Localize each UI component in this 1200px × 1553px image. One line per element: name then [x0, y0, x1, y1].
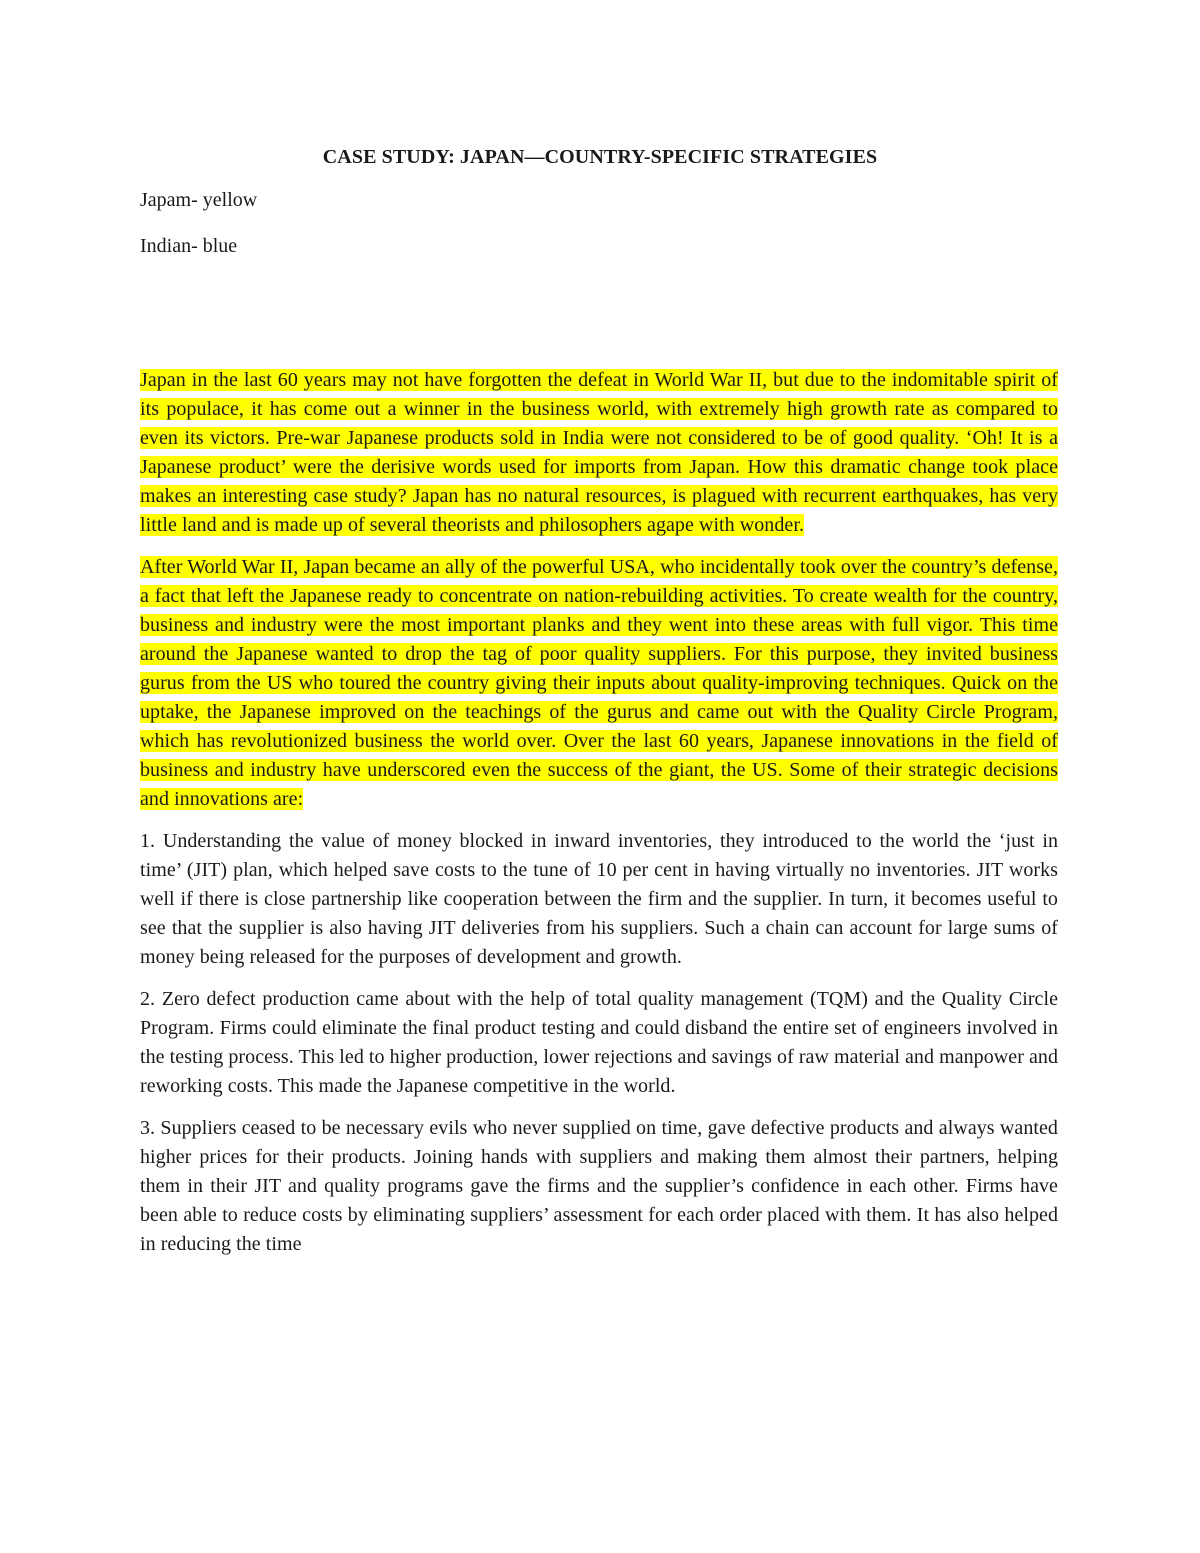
paragraph-post-war: [140, 553, 1058, 814]
highlighted-text: Japan in the last 60 years may not have forgotten the defeat in World War II, but due to the indomitable spirit of its populace, it has come out a winner in the business world, with extremely high growth rate as compared to even its victors. Pre-war Japanese products sold in India were not considered to be of good quality. ‘Oh! It is a Japanese product’ were the derisive words used for imports from Japan. How this dramatic change took place makes an interesting case study? Japan has no natural resources, is plagued with recurrent earthquakes, has very little land and is made up of several theorists and philosophers agape with wonder.: [140, 369, 1058, 536]
document-body: [140, 366, 1058, 1272]
paragraph-point-2: 2. Zero defect production came about with the help of total quality management (TQM) and the Quality Circle Program. Firms could eliminate the final product testing and could disband the entire set of engineers involved in the testing process. This led to higher production, lower rejections and savings of raw material and manpower and reworking costs. This made the Japanese competitive in the world.: [140, 988, 1058, 1097]
legend-japan: Japam- yellow: [140, 189, 258, 211]
legend-india: Indian- blue: [140, 235, 238, 257]
paragraph-point-1: 1. Understanding the value of money blocked in inward inventories, they introduced to the world the ‘just in time’ (JIT) plan, which helped save costs to the tune of 10 per cent in having virtually no inventories. JIT works well if there is close partnership like cooperation between the firm and the supplier. In turn, it becomes useful to see that the supplier is also having JIT deliveries from his suppliers. Such a chain can account for large sums of money being released for the purposes of development and growth.: [140, 830, 1058, 968]
paragraph-point-3: 3. Suppliers ceased to be necessary evils who never supplied on time, gave defective products and always wanted higher prices for their products. Joining hands with suppliers and making them almost their partners, helping them in their JIT and quality programs gave the firms and the supplier’s confidence in each other. Firms have been able to reduce costs by eliminating suppliers’ assessment for each order placed with them. It has also helped in reducing the time: [140, 1117, 1058, 1255]
document-title: CASE STUDY: JAPAN—COUNTRY-SPECIFIC STRATEGIES: [322, 146, 878, 168]
paragraph-intro: [140, 366, 1058, 540]
highlighted-text: After World War II, Japan became an ally of the powerful USA, who incidentally took over the country’s defense, a fact that left the Japanese ready to concentrate on nation-rebuilding activities. To create wealth for the country, business and industry were the most important planks and they went into these areas with full vigor. This time around the Japanese wanted to drop the tag of poor quality suppliers. For this purpose, they invited business gurus from the US who toured the country giving their inputs about quality-improving techniques. Quick on the uptake, the Japanese improved on the teachings of the gurus and came out with the Quality Circle Program, which has revolutionized business the world over. Over the last 60 years, Japanese innovations in the field of business and industry have underscored even the success of the giant, the US. Some of their strategic decisions and innovations are:: [140, 556, 1058, 810]
